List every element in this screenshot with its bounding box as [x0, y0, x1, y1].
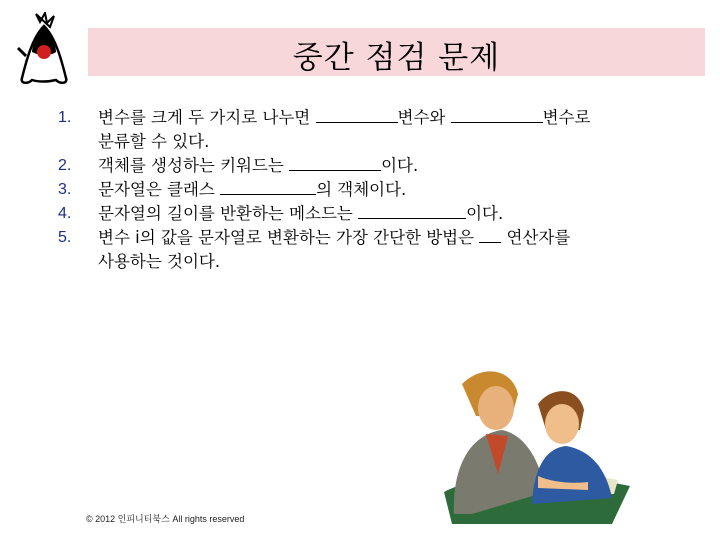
question-text: 변수 i의 값을 문자열로 변환하는 가장 간단한 방법은 [98, 228, 480, 247]
question-text: 변수를 크게 두 가지로 나누면 [98, 108, 316, 127]
question-list [58, 106, 718, 274]
title-bar [88, 28, 705, 76]
question-4 [58, 202, 718, 226]
answer-blank [220, 178, 316, 195]
question-text: 분류할 수 있다. [98, 132, 210, 151]
question-text: 문자열은 클래스 [98, 180, 221, 199]
question-text: 이다. [381, 156, 419, 175]
question-text: 변수와 [397, 108, 451, 127]
copyright-footer: © 2012 인피니티북스 All rights reserved [86, 514, 245, 524]
answer-blank [358, 202, 466, 219]
question-2 [58, 154, 718, 178]
students-studying-illustration [442, 364, 632, 526]
java-duke-icon [14, 12, 74, 88]
page-title: 중간 점검 문제 [292, 40, 501, 76]
answer-blank [451, 106, 543, 123]
question-number: 3. [58, 181, 72, 198]
question-text: 변수로 [542, 108, 591, 127]
question-3 [58, 178, 718, 202]
question-5 [58, 226, 718, 274]
question-text: 이다. [466, 204, 504, 223]
answer-blank [316, 106, 398, 123]
question-number: 4. [58, 205, 72, 222]
question-text: 의 객체이다. [316, 180, 407, 199]
question-number: 1. [58, 109, 72, 126]
question-text: 문자열의 길이를 반환하는 메소드는 [98, 204, 359, 223]
question-text: 연산자를 [501, 228, 571, 247]
question-number: 5. [58, 229, 72, 246]
answer-blank [289, 154, 381, 171]
answer-blank [479, 226, 501, 243]
question-text: 객체를 생성하는 키워드는 [98, 156, 290, 175]
question-number: 2. [58, 157, 72, 174]
question-text: 사용하는 것이다. [98, 252, 221, 271]
question-1 [58, 106, 718, 154]
